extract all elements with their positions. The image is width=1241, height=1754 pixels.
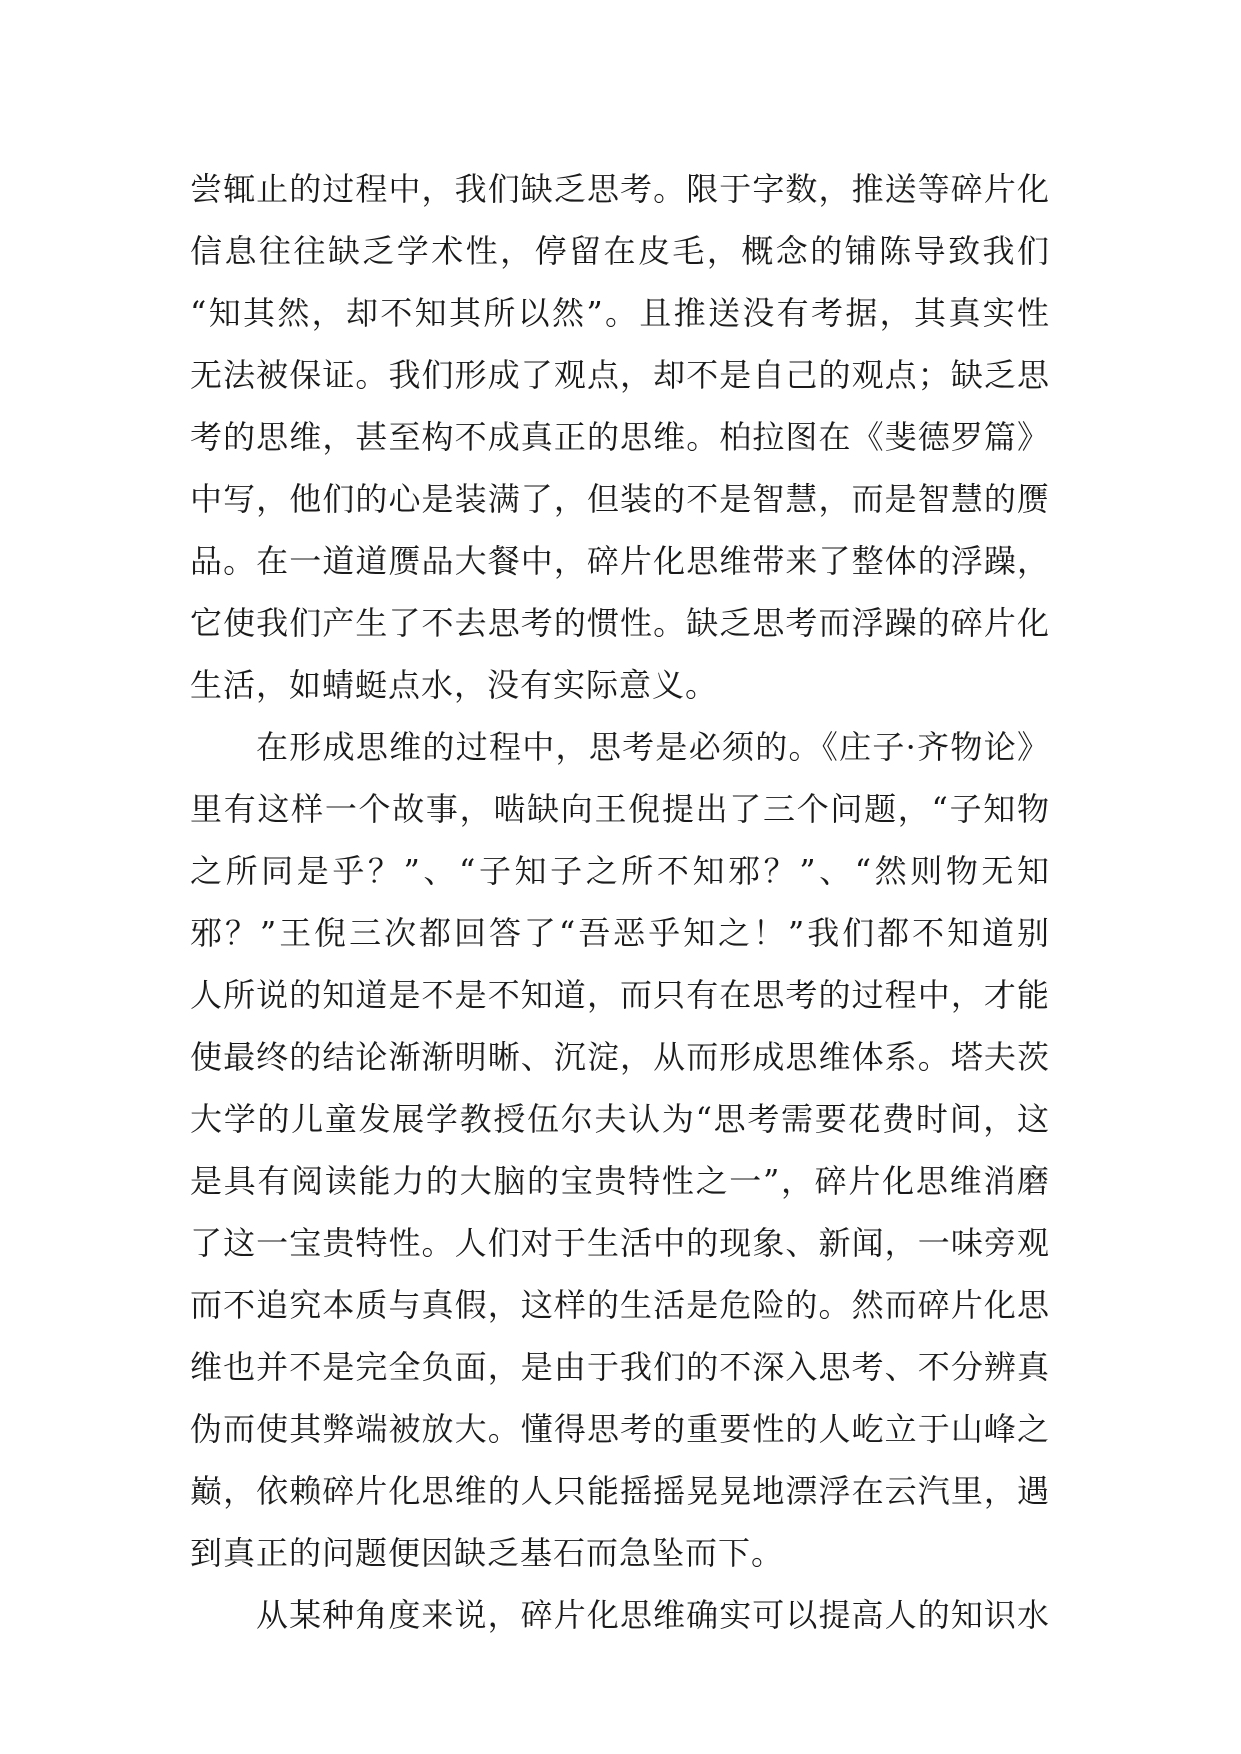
text-line: 尝辄止的过程中，我们缺乏思考。限于字数，推送等碎片化 <box>190 170 1050 208</box>
text-line: 人所说的知道是不是不知道，而只有在思考的过程中，才能 <box>190 976 1050 1014</box>
text-line: 邪？”王倪三次都回答了“吾恶乎知之！”我们都不知道别 <box>190 914 1050 952</box>
text-line: “知其然，却不知其所以然”。且推送没有考据，其真实性 <box>190 294 1050 332</box>
text-line: 是具有阅读能力的大脑的宝贵特性之一”，碎片化思维消磨 <box>190 1162 1050 1200</box>
text-line: 无法被保证。我们形成了观点，却不是自己的观点；缺乏思 <box>190 356 1050 394</box>
text-line: 它使我们产生了不去思考的惯性。缺乏思考而浮躁的碎片化 <box>190 604 1050 642</box>
text-line: 考的思维，甚至构不成真正的思维。柏拉图在《斐德罗篇》 <box>190 418 1050 456</box>
text-line: 了这一宝贵特性。人们对于生活中的现象、新闻，一味旁观 <box>190 1224 1050 1262</box>
text-line: 在形成思维的过程中，思考是必须的。《庄子·齐物论》 <box>256 728 1050 766</box>
text-line: 之所同是乎？”、“子知子之所不知邪？”、“然则物无知 <box>190 852 1050 890</box>
text-line: 大学的儿童发展学教授伍尔夫认为“思考需要花费时间，这 <box>190 1100 1050 1138</box>
text-line: 信息往往缺乏学术性，停留在皮毛，概念的铺陈导致我们 <box>190 232 1050 270</box>
text-line: 到真正的问题便因缺乏基石而急坠而下。 <box>190 1534 785 1572</box>
text-line: 里有这样一个故事，啮缺向王倪提出了三个问题，“子知物 <box>190 790 1050 828</box>
body-text <box>190 158 1050 1646</box>
text-line: 伪而使其弊端被放大。懂得思考的重要性的人屹立于山峰之 <box>190 1410 1050 1448</box>
text-line: 使最终的结论渐渐明晰、沉淀，从而形成思维体系。塔夫茨 <box>190 1038 1050 1076</box>
text-line: 而不追究本质与真假，这样的生活是危险的。然而碎片化思 <box>190 1286 1050 1324</box>
text-line: 从某种角度来说，碎片化思维确实可以提高人的知识水 <box>256 1596 1050 1634</box>
text-line: 品。在一道道赝品大餐中，碎片化思维带来了整体的浮躁， <box>190 542 1050 580</box>
text-line: 中写，他们的心是装满了，但装的不是智慧，而是智慧的赝 <box>190 480 1050 518</box>
text-line: 巅，依赖碎片化思维的人只能摇摇晃晃地漂浮在云汽里，遇 <box>190 1472 1050 1510</box>
text-line: 生活，如蜻蜓点水，没有实际意义。 <box>190 666 719 704</box>
text-line: 维也并不是完全负面，是由于我们的不深入思考、不分辨真 <box>190 1348 1050 1386</box>
